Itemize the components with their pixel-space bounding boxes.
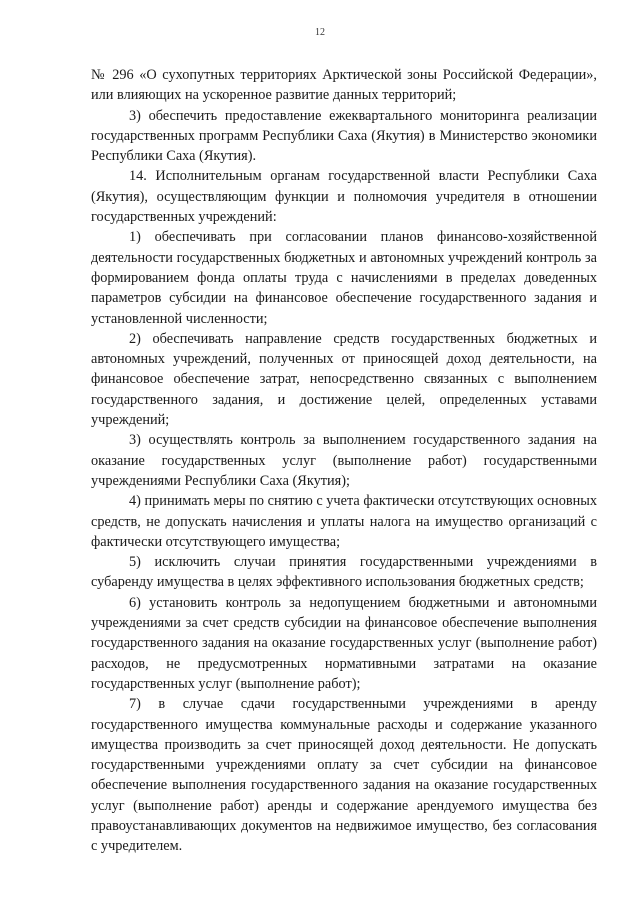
paragraph: № 296 «О сухопутных территориях Арктической зоны Российской Федерации», или влияющих на ускоренное развитие данных территорий; <box>91 67 597 104</box>
page-number: 12 <box>315 27 325 38</box>
paragraph: 6) установить контроль за недопущением бюджетными и автономными учреждениями за счет средств субсидии на финансовое обеспечение выполнения государственного задания на оказание государственных услуг (выполнение работ) расходов, не предусмотренных нормативными затратами на оказание государственных услуг (выполнение работ); <box>91 594 597 692</box>
paragraph: 3) обеспечить предоставление ежеквартального мониторинга реализации государственных программ Республики Саха (Якутия) в Министерство экономики Республики Саха (Якутия). <box>91 107 597 165</box>
paragraph: 14. Исполнительным органам государственной власти Республики Саха (Якутия), осуществляющим функции и полномочия учредителя в отношении государственных учреждений: <box>91 168 597 226</box>
paragraph: 4) принимать меры по снятию с учета фактически отсутствующих основных средств, не допускать начисления и уплаты налога на имущество организаций с фактически отсутствующего имущества; <box>91 493 597 550</box>
paragraph: 1) обеспечивать при согласовании планов финансово-хозяйственной деятельности государственных бюджетных и автономных учреждений контроль за формированием фонда оплаты труда с начислениями в пределах доведенных параметров субсидии на финансовое обеспечение государственного задания и установленной численности; <box>91 229 597 327</box>
paragraph: 3) осуществлять контроль за выполнением государственного задания на оказание государственных услуг (выполнение работ) государственными учреждениями Республики Саха (Якутия); <box>91 432 597 489</box>
paragraph: 7) в случае сдачи государственными учреждениями в аренду государственного имущества коммунальные расходы и содержание указанного имущества производить за счет приносящей доход деятельности. Не допускать государственными учреждениями оплату за счет субсидии на финансовое обеспечение выполнения государственного задания на оказание государственных услуг (выполнение работ) аренды и содержание арендуемого имущества без правоустанавливающих документов на недвижимое имущество, без согласования с учредителем. <box>91 696 597 855</box>
paragraph: 2) обеспечивать направление средств государственных бюджетных и автономных учреждений, полученных от приносящей доход деятельности, на финансовое обеспечение затрат, непосредственно связанных с выполнением государственного задания, и достижение целей, определенных уставами учреждений; <box>91 330 597 429</box>
document-body <box>91 65 597 857</box>
paragraph: 5) исключить случаи принятия государственными учреждениями в субаренду имущества в целях эффективного использования бюджетных средств; <box>91 554 597 591</box>
